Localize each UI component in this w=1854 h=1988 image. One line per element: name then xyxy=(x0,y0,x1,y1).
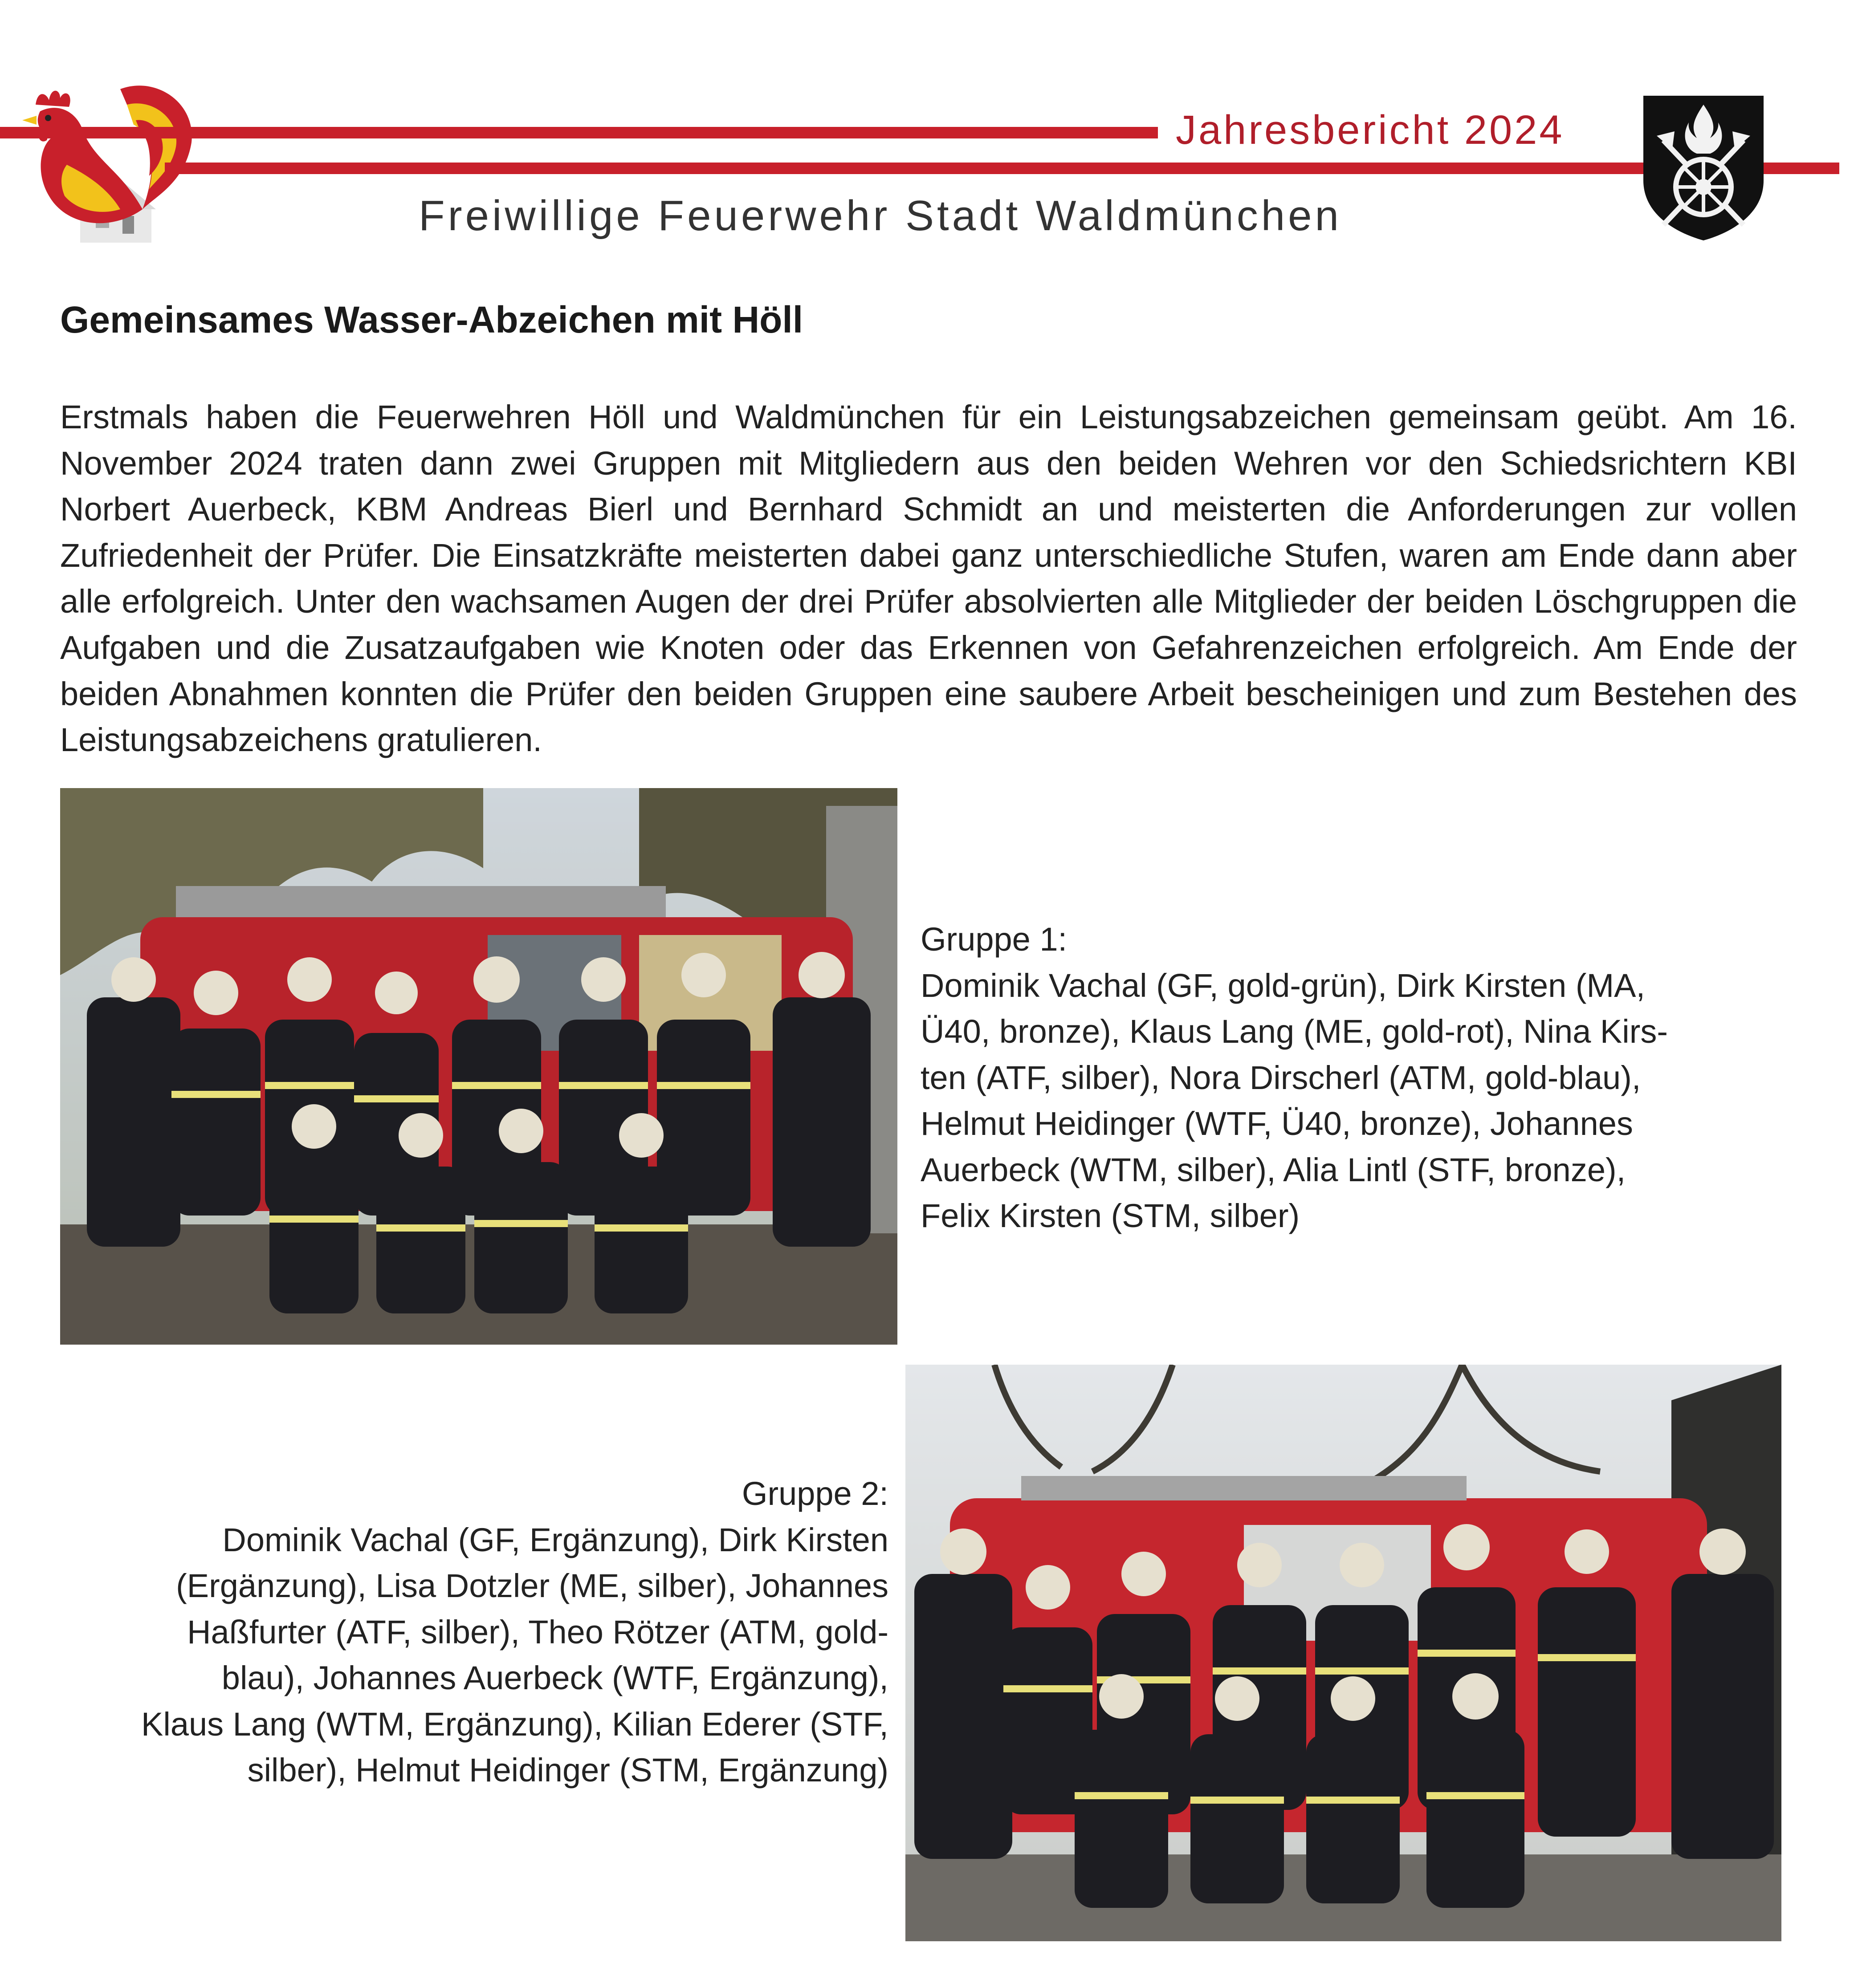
article-title: Gemeinsames Wasser-Abzeichen mit Höll xyxy=(60,299,803,341)
caption-line: ten (ATF, silber), Nora Dirscherl (ATM, gold-blau), xyxy=(921,1059,1641,1096)
caption-line: Helmut Heidinger (WTF, Ü40, bronze), Johannes xyxy=(921,1105,1633,1142)
group-2-caption xyxy=(53,1471,888,1793)
caption-line: Dominik Vachal (GF, Ergänzung), Dirk Kirsten xyxy=(222,1521,888,1558)
caption-line: Dominik Vachal (GF, gold-grün), Dirk Kirsten (MA, xyxy=(921,967,1646,1004)
fire-brigade-crest-icon xyxy=(1639,91,1768,243)
caption-line: Gruppe 2: xyxy=(742,1475,888,1512)
caption-line: (Ergänzung), Lisa Dotzler (ME, silber), Johannes xyxy=(176,1567,888,1604)
report-label: Jahresbericht 2024 xyxy=(1176,107,1565,153)
rooster-logo-icon xyxy=(9,62,205,249)
group-2-photo xyxy=(905,1365,1781,1941)
group-1-caption xyxy=(921,916,1789,1239)
caption-line: Ü40, bronze), Klaus Lang (ME, gold-rot), Nina Kirs- xyxy=(921,1013,1668,1050)
group-1-photo xyxy=(60,788,897,1345)
organization-name: Freiwillige Feuerwehr Stadt Waldmünchen xyxy=(419,192,1342,240)
caption-line: Gruppe 1: xyxy=(921,921,1068,958)
caption-line: silber), Helmut Heidinger (STM, Ergänzung) xyxy=(247,1752,888,1789)
caption-line: Auerbeck (WTM, silber), Alia Lintl (STF, bronze), xyxy=(921,1151,1626,1188)
header-rule-top xyxy=(0,127,1158,138)
caption-line: Haßfurter (ATF, silber), Theo Rötzer (ATM, gold- xyxy=(187,1613,888,1651)
article-body: Erstmals haben die Feuerwehren Höll und Waldmünchen für ein Leistungsabzeichen gemeinsam geübt. Am 16. November 2024 traten dann zwei Gruppen mit Mitgliedern aus den beiden Wehren vor den Schiedsrichtern KBI Norbert Auerbeck, KBM Andreas Bierl und Bernhard Schmidt an und meisterten die Anforderungen zur vollen Zufriedenheit der Prüfer. Die Einsatzkräfte meisterten dabei ganz unterschiedliche Stufen, waren am Ende dann aber alle erfolgreich. Unter den wachsamen Augen der drei Prüfer absolvierten alle Mitglieder der beiden Löschgruppen die Aufgaben und die Zusatzaufgaben wie Knoten oder das Erkennen von Gefahrenzeichen erfolgreich. Am Ende der beiden Abnahmen konnten die Prüfer den beiden Gruppen eine saubere Arbeit bescheinigen und zum Bestehen des Leistungsabzeichens gratulieren. xyxy=(60,398,1797,759)
caption-line: Klaus Lang (WTM, Ergänzung), Kilian Ederer (STF, xyxy=(141,1705,888,1743)
caption-line: blau), Johannes Auerbeck (WTF, Ergänzung), xyxy=(221,1659,888,1696)
caption-line: Felix Kirsten (STM, silber) xyxy=(921,1197,1300,1234)
header-rule-bottom xyxy=(165,163,1839,174)
